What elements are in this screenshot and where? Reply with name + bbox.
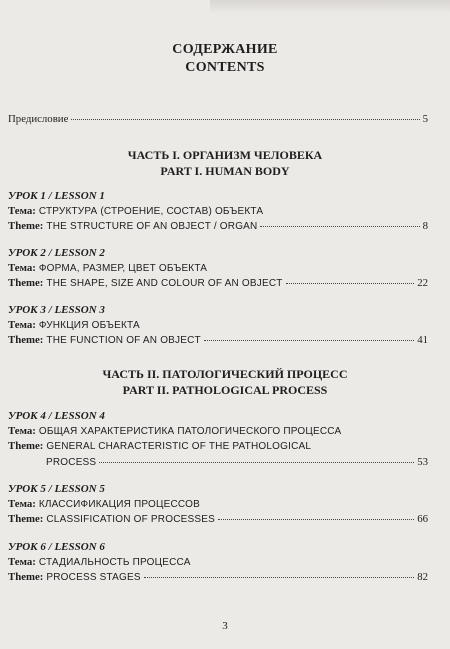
theme-label-ru: Тема: <box>8 498 36 510</box>
lesson-4-page: 53 <box>417 456 428 468</box>
lesson-6-heading: УРОК 6 / LESSON 6 <box>8 541 105 553</box>
lesson-5-page: 66 <box>417 513 428 525</box>
lesson-5-title-ru: КЛАССИФИКАЦИЯ ПРОЦЕССОВ <box>38 499 200 510</box>
part-1-title-ru: ЧАСТЬ I. ОРГАНИЗМ ЧЕЛОВЕКА <box>127 148 323 162</box>
theme-label-en: Theme: <box>8 513 44 525</box>
theme-label-ru: Тема: <box>8 205 36 217</box>
bleed-through-shadow <box>210 0 450 14</box>
dot-leader <box>71 119 419 120</box>
lesson-3-theme-en[interactable] <box>8 334 428 346</box>
lesson-5-theme-en[interactable] <box>8 513 428 525</box>
theme-label-ru: Тема: <box>8 425 36 437</box>
lesson-1-heading: УРОК 1 / LESSON 1 <box>8 190 105 202</box>
lesson-2-theme-en[interactable] <box>8 277 428 289</box>
lesson-2-heading: УРОК 2 / LESSON 2 <box>8 247 105 259</box>
lesson-5-title-en: CLASSIFICATION OF PROCESSES <box>46 514 215 525</box>
lesson-3-theme-ru[interactable] <box>8 319 428 331</box>
lesson-4-theme-ru[interactable] <box>8 425 428 437</box>
lesson-6-title-en: PROCESS STAGES <box>46 572 141 583</box>
theme-label-en: Theme: <box>8 440 44 452</box>
part-2-title-en: PART II. PATHOLOGICAL PROCESS <box>122 383 328 397</box>
lesson-2-title-ru: ФОРМА, РАЗМЕР, ЦВЕТ ОБЪЕКТА <box>38 263 208 274</box>
lesson-2-title-en: THE SHAPE, SIZE AND COLOUR OF AN OBJECT <box>46 278 283 289</box>
lesson-6-title-ru: СТАДИАЛЬНОСТЬ ПРОЦЕССА <box>38 557 191 568</box>
theme-label-ru: Тема: <box>8 262 36 274</box>
preface-page: 5 <box>422 113 428 125</box>
lesson-1-theme-en[interactable] <box>8 220 428 232</box>
lesson-4-theme-en[interactable] <box>8 440 428 452</box>
dot-leader <box>99 462 414 463</box>
dot-leader <box>144 577 415 578</box>
theme-label-ru: Тема: <box>8 319 36 331</box>
lesson-1-page: 8 <box>422 220 428 232</box>
lesson-4-title-en-continued: PROCESS <box>46 457 97 468</box>
dot-leader <box>204 340 414 341</box>
contents-title-en: CONTENTS <box>185 60 265 75</box>
lesson-4-title-ru: ОБЩАЯ ХАРАКТЕРИСТИКА ПАТОЛОГИЧЕСКОГО ПРОЦЕССА <box>38 426 342 437</box>
lesson-6-theme-ru[interactable] <box>8 556 428 568</box>
lesson-1-title-ru: СТРУКТУРА (СТРОЕНИЕ, СОСТАВ) ОБЪЕКТА <box>38 206 264 217</box>
lesson-4-title-en: GENERAL CHARACTERISTIC OF THE PATHOLOGICAL <box>46 441 312 452</box>
lesson-4-theme-en-continued[interactable] <box>46 456 428 468</box>
part-2-title-ru: ЧАСТЬ II. ПАТОЛОГИЧЕСКИЙ ПРОЦЕСС <box>102 367 348 381</box>
lesson-1-theme-ru[interactable] <box>8 205 428 217</box>
lesson-5-heading: УРОК 5 / LESSON 5 <box>8 483 105 495</box>
theme-label-en: Theme: <box>8 220 44 232</box>
lesson-3-page: 41 <box>417 334 428 346</box>
theme-label-ru: Тема: <box>8 556 36 568</box>
preface-label: Предисловие <box>8 113 69 125</box>
lesson-1-title-en: THE STRUCTURE OF AN OBJECT / ORGAN <box>46 221 258 232</box>
lesson-3-title-en: THE FUNCTION OF AN OBJECT <box>46 335 201 346</box>
lesson-2-theme-ru[interactable] <box>8 262 428 274</box>
lesson-6-page: 82 <box>417 571 428 583</box>
lesson-3-heading: УРОК 3 / LESSON 3 <box>8 304 105 316</box>
theme-label-en: Theme: <box>8 334 44 346</box>
theme-label-en: Theme: <box>8 571 44 583</box>
page-number: 3 <box>222 620 228 632</box>
lesson-3-title-ru: ФУНКЦИЯ ОБЪЕКТА <box>38 320 140 331</box>
dot-leader <box>260 226 419 227</box>
lesson-6-theme-en[interactable] <box>8 571 428 583</box>
part-1-title-en: PART I. HUMAN BODY <box>160 164 290 178</box>
lesson-2-page: 22 <box>417 277 428 289</box>
dot-leader <box>218 519 414 520</box>
theme-label-en: Theme: <box>8 277 44 289</box>
toc-entry-preface[interactable] <box>8 113 428 125</box>
contents-title-ru: СОДЕРЖАНИЕ <box>172 42 278 57</box>
lesson-4-heading: УРОК 4 / LESSON 4 <box>8 410 105 422</box>
lesson-5-theme-ru[interactable] <box>8 498 428 510</box>
dot-leader <box>286 283 415 284</box>
